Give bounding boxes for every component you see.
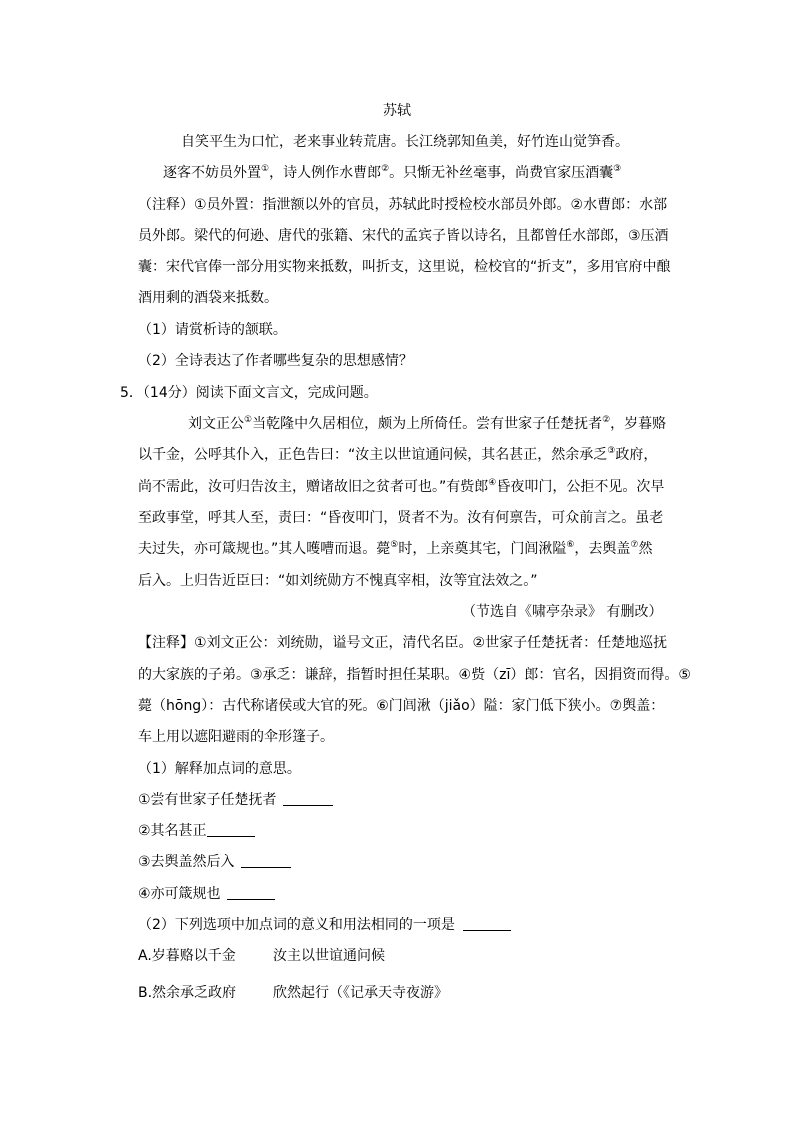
passage-line-4: 至政事堂，呼其人至，责曰：“昏夜叩门，贤者不为。汝有何禀告，可众前言之。虽老 [138,510,664,526]
passage-line-2: 以千金，公呼其仆入，正色告曰：“汝主以世谊通问候，其名甚正，然余承乏③政府， [138,446,658,463]
subquestion-2-prompt: （2）下列选项中加点词的意义和用法相同的一项是 [138,915,511,935]
option-b-label: B.然余承乏政府 [138,985,237,1001]
passage-line-1: 刘文正公①当乾隆中久居相位，颇为上所倚任。尝有世家子任楚抚者②，岁暮赂 [188,415,667,432]
option-b-pair: 欣然起行（《记承天寺夜游》 [273,985,448,1001]
subquestion-1-item: ②其名甚正 [138,821,255,841]
option-a-label: A.岁暮赂以千金 [138,948,236,964]
poem-line-1: 自笑平生为口忙，老来事业转荒唐。长江绕郭知鱼美，好竹连山觉笋香。 [181,134,629,150]
poem-note-line: 员外郎。梁代的何逊、唐代的张籍、宋代的孟宾子皆以诗名，且都曾任水部郎，③压酒 [138,228,669,244]
answer-blank[interactable] [463,916,511,931]
poem-note-line: 酒用剩的酒袋来抵数。 [138,290,278,306]
passage-note-line: 薨（hōng）：古代称诸侯或大官的死。⑥门闾湫（jiǎo）隘：家门低下狭小。⑦舆盖： [138,698,665,714]
passage-source: （节选自《啸亭杂录》 有删改） [462,604,663,620]
poem-note-line: （注释）①员外置：指泄额以外的官员，苏轼此时授检校水部员外郎。②水曹郎：水部 [138,197,668,213]
passage-line-3: 尚不需此，汝可归告汝主，赠诸故旧之贫者可也。”有赀郎④昏夜叩门，公拒不见。次早 [138,478,665,495]
poem-author: 苏轼 [383,103,411,119]
passage-line-6: 后入。上归告近臣曰：“如刘统勋方不愧真宰相，汝等宜法效之。” [138,573,538,589]
passage-note-line: 车上用以遮阳避雨的伞形篷子。 [138,729,334,745]
answer-blank[interactable] [283,791,333,806]
poem-question-1: （1）请赏析诗的颔联。 [138,322,287,338]
poem-note-line: 囊：宋代官俸一部分用实物来抵数，叫折支，这里说，检校官的“折支”，多用官府中酿 [138,259,671,275]
subquestion-1-item: ③去舆盖然后入 [138,852,291,872]
option-a-pair: 汝主以世谊通问候 [273,948,385,964]
subquestion-1-prompt: （1）解释加点词的意思。 [138,761,301,777]
question-5-header: 5．（14分）阅读下面文言文，完成问题。 [120,385,378,401]
subquestion-1-item: ④亦可箴规也 [138,884,275,904]
answer-blank[interactable] [227,885,275,900]
poem-question-2: （2）全诗表达了作者哪些复杂的思想感情？ [138,353,413,369]
poem-line-2: 逐客不妨员外置①，诗人例作水曹郎②。只惭无补丝毫事，尚费官家压酒囊③ [163,164,622,181]
passage-note-line: 的大家族的子弟。③承乏：谦辞，指暂时担任某职。④赀（zī）郎：官名，因捐资而得。⑤ [138,667,691,683]
answer-blank[interactable] [241,853,291,868]
passage-line-5: 夫过失，亦可箴规也。”其人嚄嘈而退。薨⑤时，上亲奠其宅，门闾湫隘⑥，去舆盖⑦然 [138,540,653,557]
subquestion-1-item: ①尝有世家子任楚抚者 [138,790,333,810]
passage-note-line: 【注释】①刘文正公：刘统勋，谥号文正，清代名臣。②世家子任楚抚者：任楚地巡抚 [138,635,668,651]
answer-blank[interactable] [207,822,255,837]
